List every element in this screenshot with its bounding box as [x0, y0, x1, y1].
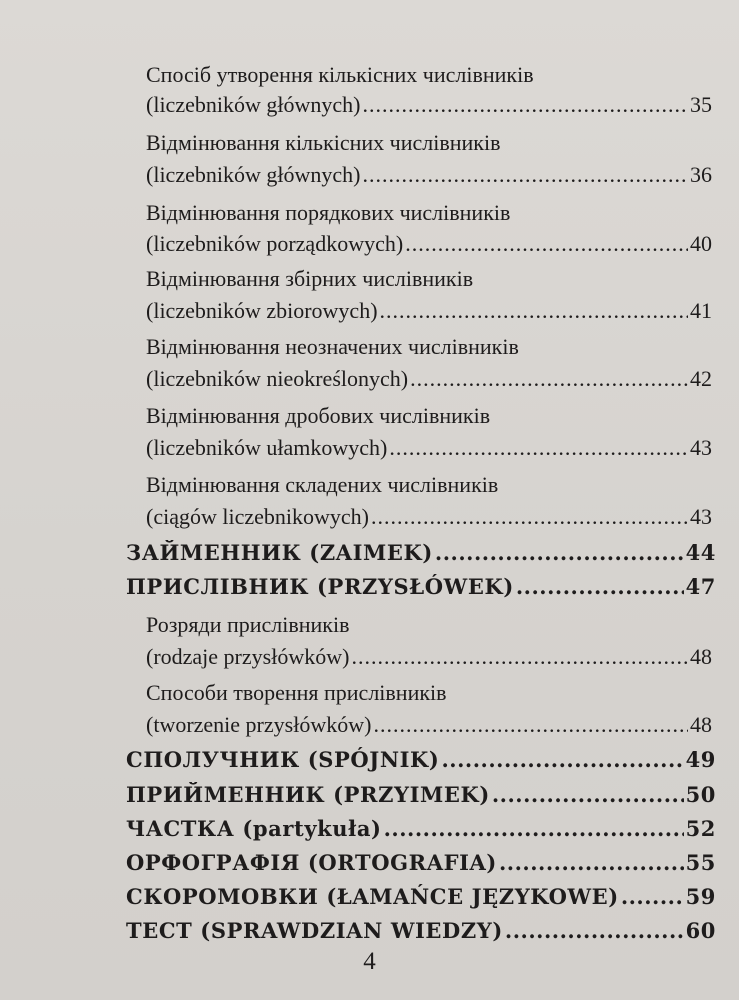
toc-subentry-title: Відмінювання дробових числівників: [146, 403, 491, 428]
toc-subentry-subtitle: (liczebników porządkowych): [146, 231, 404, 256]
toc-page-number: 48: [690, 644, 712, 669]
toc-main-title: ПРИСЛІВНИК (PRZYSŁÓWEK): [126, 574, 514, 599]
toc-subentry-subtitle: (liczebników głównych): [146, 92, 361, 117]
toc-page-number: 59: [685, 884, 716, 909]
toc-main-entry: [126, 816, 716, 841]
toc-subentry-subtitle: (rodzaje przysłówków): [146, 644, 350, 669]
toc-subentry-title: Спосіб утворення кількісних числівників: [146, 62, 534, 87]
toc-subentry: [146, 366, 712, 392]
toc-page-number: 60: [685, 918, 716, 943]
toc-page-number: 35: [690, 92, 712, 117]
toc-subentry-subtitle: (tworzenie przysłówków): [146, 712, 372, 737]
toc-main-entry: [126, 747, 716, 772]
toc-page-number: 49: [685, 747, 716, 772]
toc-subentry-title: Способи творення прислівників: [146, 680, 447, 705]
toc-page-number: 41: [690, 298, 712, 323]
toc-page-number: 44: [685, 540, 716, 565]
toc-subentry: [146, 298, 712, 324]
toc-subentry: [146, 504, 712, 530]
leader-dots: [441, 747, 683, 772]
toc-page-number: 50: [685, 782, 716, 807]
leader-dots: [499, 850, 684, 875]
toc-page-number: 55: [685, 850, 716, 875]
leader-dots: [405, 231, 688, 257]
toc-subentry: [146, 712, 712, 738]
toc-subentry-subtitle: (liczebników zbiorowych): [146, 298, 378, 323]
toc-subentry-title: Відмінювання порядкових числівників: [146, 200, 511, 225]
leader-dots: [371, 504, 688, 530]
leader-dots: [362, 162, 688, 188]
toc-main-entry: [126, 850, 716, 875]
toc-page-number: 52: [685, 816, 716, 841]
page-number: 4: [363, 948, 376, 975]
toc-subentry-title: Відмінювання кількісних числівників: [146, 130, 501, 155]
leader-dots: [384, 816, 684, 841]
toc-subentry-subtitle: (liczebników nieokreślonych): [146, 366, 409, 391]
toc-page-number: 36: [690, 162, 712, 187]
toc-main-entry: [126, 540, 716, 565]
leader-dots: [621, 884, 684, 909]
leader-dots: [351, 644, 688, 670]
toc-subentry-title: Відмінювання складених числівників: [146, 472, 499, 497]
toc-subentry-title: Розряди прислівників: [146, 612, 350, 637]
toc-main-entry: [126, 918, 716, 943]
toc-page-number: 40: [690, 231, 712, 256]
toc-subentry-subtitle: (liczebników ułamkowych): [146, 435, 388, 460]
leader-dots: [410, 366, 688, 392]
toc-page-number: 47: [685, 574, 716, 599]
toc-subentry: [146, 644, 712, 670]
toc-main-entry: [126, 782, 716, 807]
toc-main-title: ЧАСТКА (partykuła): [126, 816, 382, 841]
toc-page-number: 48: [690, 712, 712, 737]
leader-dots: [389, 435, 688, 461]
toc-page-number: 43: [690, 435, 712, 460]
toc-main-title: ТЕСТ (SPRAWDZIAN WIEDZY): [126, 918, 503, 943]
toc-main-title: СПОЛУЧНИК (SPÓJNIK): [126, 747, 440, 772]
toc-page-number: 43: [690, 504, 712, 529]
leader-dots: [362, 92, 688, 118]
toc-main-title: СКОРОМОВКИ (ŁAMAŃCE JĘZYKOWE): [126, 884, 619, 909]
toc-subentry: [146, 435, 712, 461]
leader-dots: [380, 298, 688, 324]
toc-subentry-subtitle: (liczebników głównych): [146, 162, 361, 187]
toc-subentry: [146, 231, 712, 257]
toc-main-title: ПРИЙМЕННИК (PRZYIMEK): [126, 782, 490, 807]
leader-dots: [435, 540, 684, 565]
toc-main-entry: [126, 574, 716, 599]
leader-dots: [505, 918, 684, 943]
toc-page-number: 42: [690, 366, 712, 391]
toc-subentry: [146, 92, 712, 118]
toc-subentry-subtitle: (ciągów liczebnikowych): [146, 504, 369, 529]
toc-subentry: [146, 162, 712, 188]
toc-main-entry: [126, 884, 716, 909]
leader-dots: [373, 712, 688, 738]
leader-dots: [492, 782, 684, 807]
toc-subentry-title: Відмінювання неозначених числівників: [146, 334, 519, 359]
toc-subentry-title: Відмінювання збірних числівників: [146, 266, 474, 291]
toc-main-title: ОРФОГРАФІЯ (ORTOGRAFIA): [126, 850, 497, 875]
toc-main-title: ЗАЙМЕННИК (ZAIMEK): [126, 540, 433, 565]
leader-dots: [516, 574, 684, 599]
